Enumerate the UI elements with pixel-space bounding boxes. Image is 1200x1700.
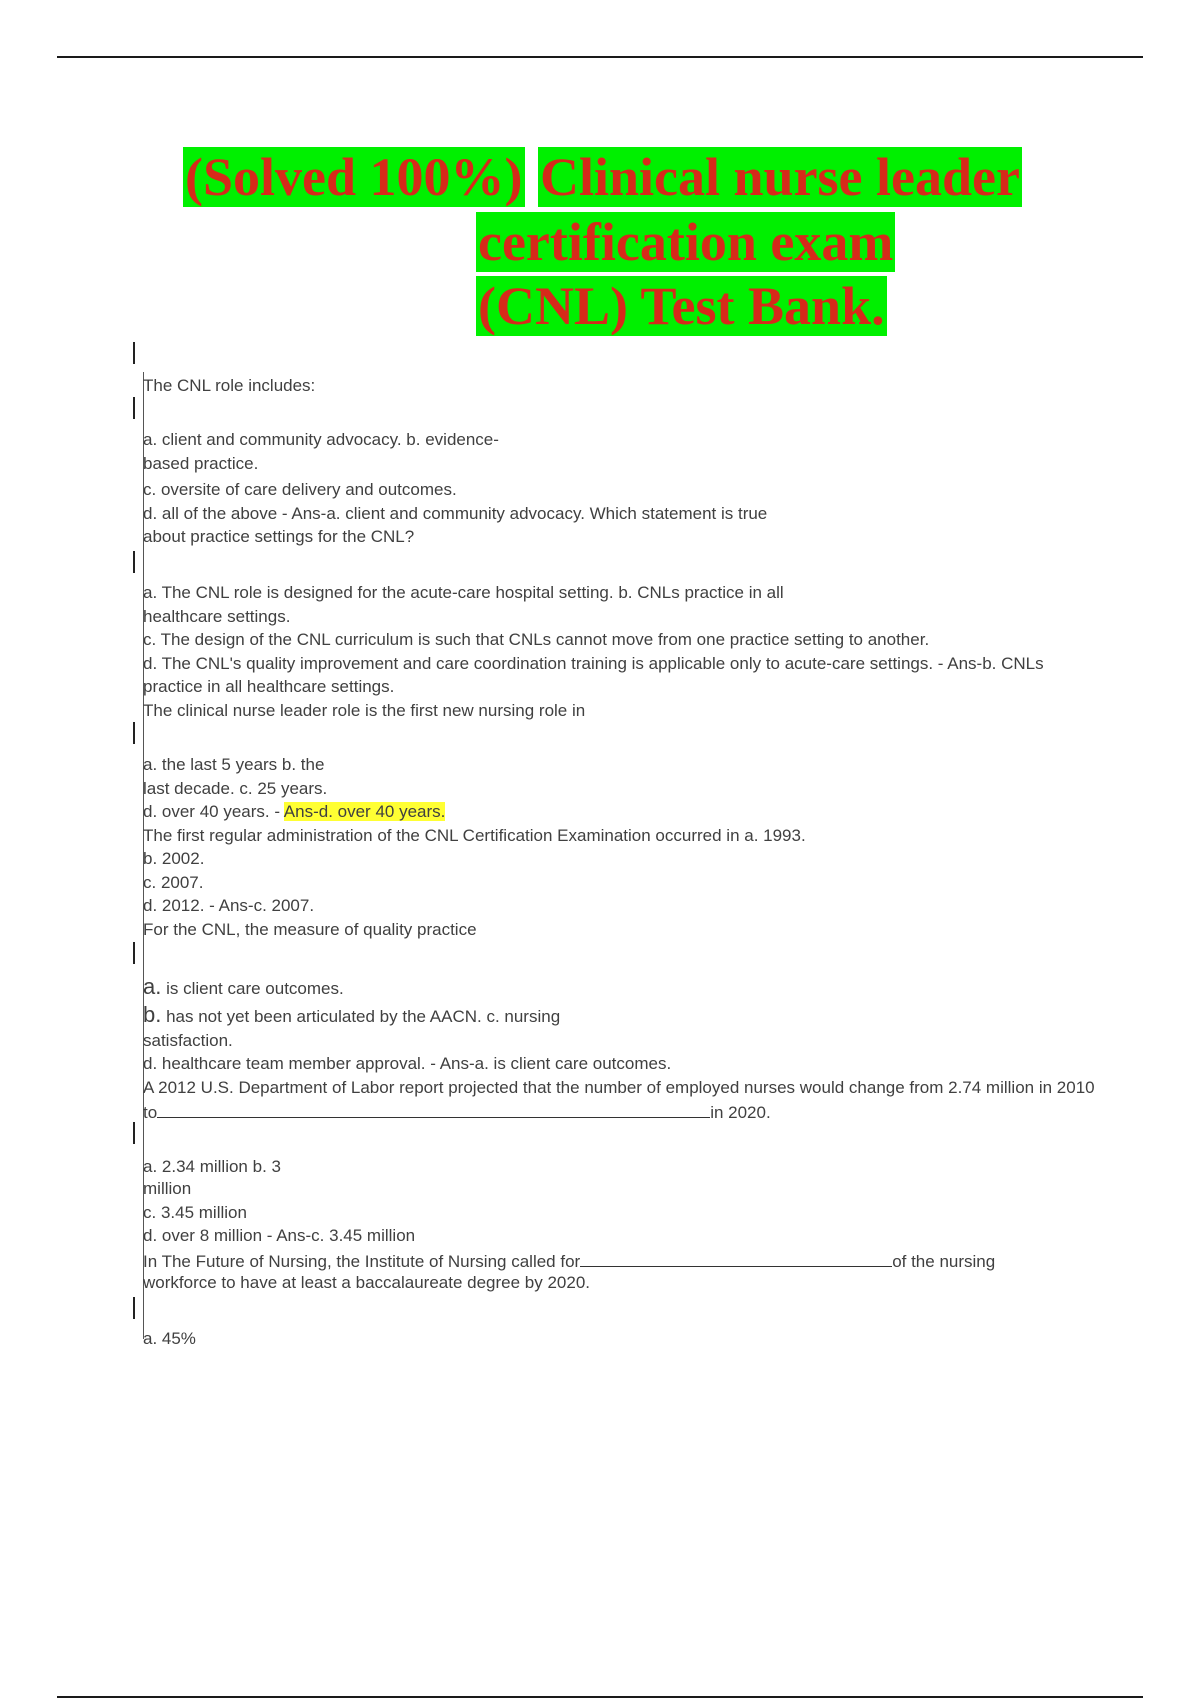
fill-in-blank: [157, 1101, 710, 1118]
answer-option: c. 3.45 million: [143, 1203, 247, 1222]
answer-option: c. 2007.: [143, 873, 204, 892]
top-rule: [57, 56, 1143, 58]
answer-option: a. 2.34 million b. 3: [143, 1157, 281, 1176]
answer-option: based practice.: [143, 454, 259, 473]
title-solved-tag: (Solved 100%): [185, 147, 523, 207]
answer-option: million: [143, 1179, 192, 1198]
answer-option: b. has not yet been articulated by the AACN. c. nursing: [143, 1002, 561, 1027]
answer-option: d. healthcare team member approval. - Ans-a. is client care outcomes.: [143, 1054, 672, 1073]
document-title-line-2: certification exam: [478, 212, 894, 272]
answer-option: d. all of the above - Ans-a. client and community advocacy. Which statement is true: [143, 504, 768, 523]
answer-option: d. over 40 years. - Ans-d. over 40 years.: [143, 802, 446, 821]
answer-option: practice in all healthcare settings.: [143, 677, 395, 696]
answer-option: a. The CNL role is designed for the acute-care hospital setting. b. CNLs practice in all: [143, 583, 784, 602]
answer-option: d. The CNL's quality improvement and care coordination training is applicable only to acute-care settings. - Ans-b. CNLs: [143, 654, 1044, 673]
question-stem: A 2012 U.S. Department of Labor report projected that the number of employed nurses would change from 2.74 million in 2010: [143, 1078, 1095, 1097]
question-stem: In The Future of Nursing, the Institute of Nursing called for of the nursing: [143, 1252, 996, 1271]
answer-option: d. 2012. - Ans-c. 2007.: [143, 896, 315, 915]
document-title-line-3: (CNL) Test Bank.: [478, 276, 885, 336]
paragraph-mark: [133, 722, 135, 744]
answer-option: a. client and community advocacy. b. evidence-: [143, 430, 499, 449]
paragraph-mark: [133, 397, 135, 419]
bottom-rule: [57, 1696, 1143, 1698]
answer-option: c. The design of the CNL curriculum is such that CNLs cannot move from one practice setting to another.: [143, 630, 930, 649]
paragraph-mark: [133, 342, 135, 364]
document-title-line-1: [183, 145, 1022, 209]
question-stem: workforce to have at least a baccalaureate degree by 2020.: [143, 1273, 591, 1292]
answer-option: a. the last 5 years b. the: [143, 755, 325, 774]
paragraph-mark: [133, 942, 135, 964]
question-stem: The CNL role includes:: [143, 376, 316, 395]
paragraph-mark: [133, 1122, 135, 1144]
answer-option: healthcare settings.: [143, 607, 291, 626]
answer-option: a. 45%: [143, 1329, 196, 1348]
answer-option: a. is client care outcomes.: [143, 974, 344, 999]
fill-in-blank: [580, 1250, 892, 1267]
answer-option: last decade. c. 25 years.: [143, 779, 328, 798]
question-stem: The first regular administration of the CNL Certification Examination occurred in a. 1993.: [143, 826, 806, 845]
paragraph-mark: [133, 1297, 135, 1319]
paragraph-mark: [133, 551, 135, 573]
highlighted-answer: Ans-d. over 40 years.: [283, 802, 446, 821]
answer-option: d. over 8 million - Ans-c. 3.45 million: [143, 1226, 416, 1245]
answer-option: satisfaction.: [143, 1031, 233, 1050]
question-stem: The clinical nurse leader role is the first new nursing role in: [143, 701, 586, 720]
title-text: Clinical nurse leader: [540, 147, 1020, 207]
question-stem: about practice settings for the CNL?: [143, 527, 415, 546]
answer-option: b. 2002.: [143, 849, 205, 868]
question-stem: to in 2020.: [143, 1103, 771, 1122]
question-stem: For the CNL, the measure of quality practice: [143, 920, 477, 939]
answer-option: c. oversite of care delivery and outcomes.: [143, 480, 457, 499]
